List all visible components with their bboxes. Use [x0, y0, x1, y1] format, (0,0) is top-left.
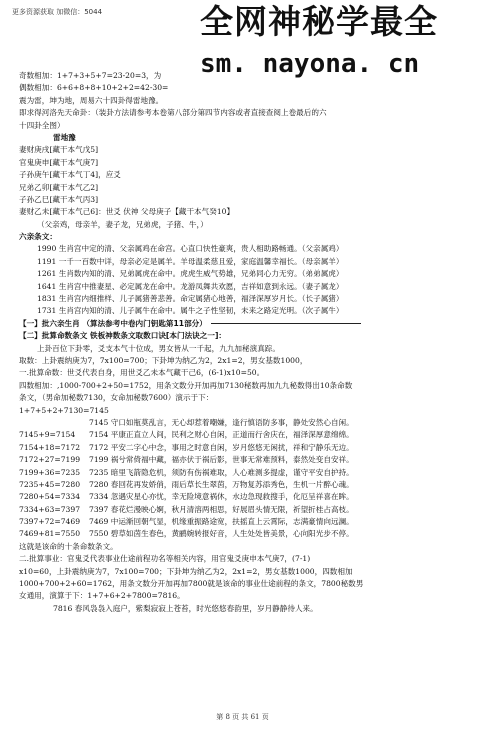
text-line-content: 官鬼庚申[藏干本气庚7] — [19, 157, 99, 167]
text-line — [19, 541, 469, 553]
text-line — [19, 82, 469, 94]
verse-cell: 7550 碧草如茵生春色，黄鹂婉转报好音，人生处处皆美景，心向阳光步不停。 — [89, 529, 354, 539]
text-line — [19, 318, 469, 330]
text-line — [19, 95, 469, 107]
table-row — [19, 467, 469, 479]
table-row — [19, 417, 469, 429]
text-line — [19, 380, 469, 392]
text-line-content: 偶数相加：6+6+8+8+10+2+2=42-30= — [19, 83, 169, 93]
table-row — [19, 516, 469, 528]
text-line — [19, 281, 469, 293]
text-line-content: 1731 生肖宫内知的清、儿子属牛在命中。属牛之子性坚韧，未来之路定光明。（次子属牛） — [37, 306, 344, 316]
table-row — [19, 454, 469, 466]
text-line-content: 震为雷，坤为地，周易六十四卦得雷地豫。 — [19, 95, 164, 105]
verse-cell: 7145 守口如瓶莫乱言，无心却惹着嘲嫌，逢行慎语防多事，静处安然心自闲。 — [89, 417, 354, 427]
text-line — [19, 405, 469, 417]
text-line-content: x10=60，上卦震纳庚为7，7x100=700；下卦坤为纳乙为2，2x1=2，男女基数1000，四数相加 — [19, 566, 353, 576]
text-line — [19, 553, 469, 565]
calc-cell: 7172+27=7199 — [19, 455, 81, 465]
text-line-content: 1831 生肖宫内细推样、儿子属猪善悲善。命定属猪心地善，福泽深厚岁月长。（长子属猪） — [37, 294, 344, 304]
calc-cell: 7397+72=7469 — [19, 517, 81, 527]
verse-cell: 7199 祸兮常倚福中藏，福亦伏于祸后影，世事无常难预料，泰然处变自安祥。 — [89, 455, 354, 465]
text-line-content: 7816 春风袅袅入庭户，紫梨寂寂上苍苔，时光悠悠春韵里，岁月静静待人来。 — [53, 603, 318, 613]
text-line — [19, 305, 469, 317]
verse-cell: 7469 中运渐回朝气显，机缘重振路途宽，扶摇直上云霄际，志满豪情向远澜。 — [89, 517, 354, 527]
text-line-content: 子孙庚午[藏干本气丁4]，应爻 — [19, 170, 121, 180]
text-line-content: 条文，（男命加秘数7130，女命加秘数7600）演示于下： — [19, 393, 214, 403]
text-line — [19, 70, 469, 82]
verse-cell: 7280 春回花再发娇俏，雨后草长生翠茵，万物复苏添秀色，生机一片醉心魂。 — [89, 479, 354, 489]
watermark-small: 更多资源获取 加微信：5044 — [12, 8, 103, 16]
table-row — [19, 442, 469, 454]
text-line-content: 【一】批六亲生肖 （算法参考中卷内门钥匙第11部分） — [19, 318, 207, 328]
text-line — [19, 231, 469, 243]
text-line-content: 一.批算命数：世爻代表自身，用世爻乙未本气藏干己6，(6-1)x10=50。 — [19, 368, 265, 378]
text-line-content: 十四卦全图） — [19, 120, 65, 130]
text-line — [19, 330, 469, 342]
verse-cell: 7397 春花烂漫映心婀，秋月清溶两相思，好展眉头情无限，祈望折桂占高枝。 — [89, 504, 354, 514]
text-line-content: 兄弟乙卯[藏干本气乙2] — [19, 182, 99, 192]
text-line-content: 二.批算事业：官鬼爻代表事业仕途前程功名等相关内容，用官鬼爻庚申本气庚7，(7-1) — [19, 554, 311, 564]
text-line — [19, 182, 469, 194]
divider — [211, 323, 361, 324]
text-line-content: 1261 生肖数内知的清、兄弟属虎在命中。虎虎生威气势雄，兄弟同心力无穷。（弟弟属虎） — [37, 269, 344, 279]
text-line-content: 1+7+5+2+7130=7145 — [19, 405, 109, 415]
page-number: 第 8 页 共 61 页 — [216, 713, 269, 721]
text-line — [19, 194, 469, 206]
text-line-content: 妻财乙未[藏干本气己6]：世爻 伏神 父母庚子【藏干本气癸10】 — [19, 207, 235, 217]
text-line — [19, 578, 469, 590]
text-line-content: 1641 生肖宫中推妻星、必定属龙在命中。龙游凤舞共欢愿，吉祥如意到永远。（妻子属龙） — [37, 281, 344, 291]
calc-cell: 7145+9=7154 — [19, 430, 76, 440]
text-line-content: 即求得河洛先天命卦：（装卦方法请参考本卷第八部分第四节内容或者直接查阅上卷最后的六 — [19, 108, 327, 118]
text-line-content: 1000+700+2+60=1762，用条文数分开加再加7800就是该命的事业仕途前程的条文，7800秘数男 — [19, 579, 364, 589]
text-line-content: 【二】批算命数条文 铁板神数条文取数口诀[本门法诀之一]： — [19, 331, 227, 341]
verse-cell: 7172 平安二字心中念，事用之时意自闲，岁月悠悠无闲扰，祥和宁静乐无边。 — [89, 442, 354, 452]
calc-cell: 7334+63=7397 — [19, 504, 81, 514]
text-line-content: 子孙乙巳[藏干本气丙3] — [19, 194, 99, 204]
watermark-url: sm. nayona. cn — [200, 49, 420, 79]
calc-cell — [19, 417, 89, 429]
text-line-content: 取数：上卦震纳庚为7，7x100=700；下卦坤为纳乙为2，2x1=2，男女基数1000， — [19, 355, 308, 365]
text-line — [19, 243, 469, 255]
watermark-title: 全网神秘学最全 — [200, 2, 438, 41]
table-row — [19, 504, 469, 516]
text-line-content: 妻财庚戌[藏干本气戊5] — [19, 145, 99, 155]
document-body — [19, 70, 469, 615]
text-line — [19, 120, 469, 132]
text-line — [19, 206, 469, 218]
text-line — [19, 355, 469, 367]
text-line — [19, 132, 469, 144]
calc-cell: 7154+18=7172 — [19, 442, 81, 452]
table-row — [19, 528, 469, 540]
text-line-content: 1191 一千一百数中详，母亲必定是属羊。羊母温柔慈且爱，家庭温馨幸福长。（母亲属羊） — [37, 256, 344, 266]
text-line — [19, 144, 469, 156]
text-line-content: 上卦百位下卦零，爻支本气十位成，男女皆从一千起，九九加秘演真踪。 — [37, 343, 280, 353]
text-line — [19, 107, 469, 119]
text-line-content: 四数相加：,1000-700+2+50=1752，用条文数分开加再加7130秘数再加九九秘数得出10条命数 — [19, 380, 353, 390]
table-row — [19, 479, 469, 491]
text-line-content: 雷地豫 — [53, 132, 76, 142]
calc-cell: 7199+36=7235 — [19, 467, 81, 477]
text-line-content: 女通用，演算于下：1+7+6+2+7800=7816。 — [19, 591, 185, 601]
text-line-content: 1990 生肖宫中定的清、父亲属鸡在命宫。心直口快性豪爽，贵人相助路畅通。（父亲属鸡） — [37, 244, 344, 254]
text-line — [19, 590, 469, 602]
calc-cell: 7235+45=7280 — [19, 479, 81, 489]
verse-cell: 7154 平康正直立人间，民利之财心自闲，正道而行舍庆在，福泽深厚意绵绵。 — [89, 430, 354, 440]
calc-cell: 7280+54=7334 — [19, 492, 81, 502]
text-line — [19, 169, 469, 181]
text-line-content: 奇数相加：1+7+3+5+7=23-20=3，为 — [19, 71, 162, 80]
text-line — [19, 256, 469, 268]
verse-cell: 7235 暗里飞箭隐危机，须防有伤祸难取，人心难测多提虚，谨守平安自护持。 — [89, 467, 354, 477]
text-line — [19, 603, 469, 615]
table-row — [19, 429, 469, 441]
verse-cell: 7334 忽遇灾星心亦忧，幸无险境意祸休，水边急现救搜手，化厄呈祥喜在眸。 — [89, 492, 354, 502]
text-line-content: 这就是该命的十条命数条文。 — [19, 541, 118, 551]
text-line — [19, 392, 469, 404]
text-line — [19, 293, 469, 305]
text-line — [19, 367, 469, 379]
calc-cell: 7469+81=7550 — [19, 529, 81, 539]
text-line-content: （父亲鸡，母亲羊，妻子龙，兄弟虎，子猪、牛，） — [37, 219, 208, 229]
text-line — [19, 268, 469, 280]
text-line — [19, 157, 469, 169]
text-line — [19, 566, 469, 578]
text-line-content: 六亲条文： — [19, 232, 57, 242]
table-row — [19, 491, 469, 503]
text-line — [19, 343, 469, 355]
text-line — [19, 219, 469, 231]
